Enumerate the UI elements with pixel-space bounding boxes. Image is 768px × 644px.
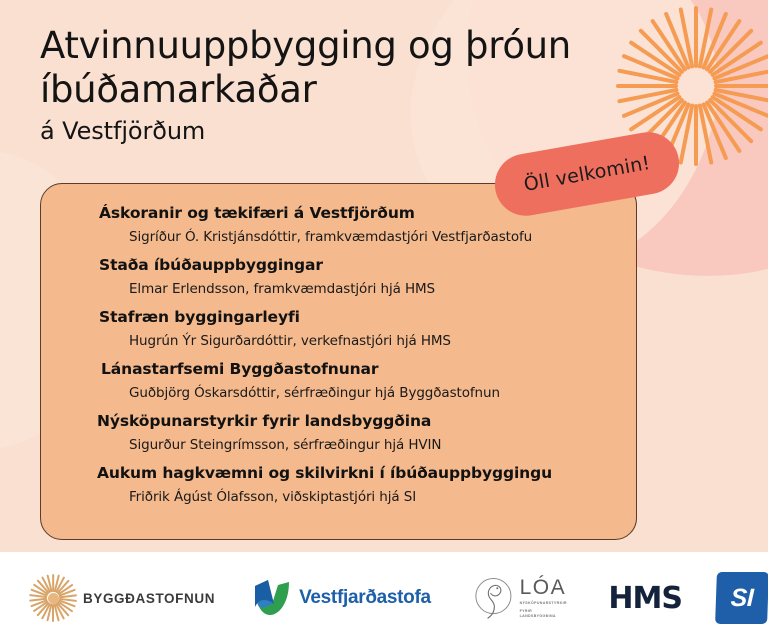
program-item-title: Stafræn byggingarleyfi: [99, 308, 300, 326]
heading-line-2: íbúðamarkaðar: [40, 68, 317, 111]
logo-si: [716, 572, 768, 624]
sunburst-ray: [694, 6, 698, 68]
loa-subtitle-line-2: FYRIR LANDSBYGGÐINA: [519, 608, 556, 618]
program-item: [67, 357, 610, 405]
hms-label: HMS: [608, 580, 682, 616]
program-item: [67, 461, 610, 509]
sunburst-ray: [714, 84, 768, 88]
si-label: SI: [730, 583, 754, 612]
loa-label: LÓA: [519, 575, 567, 599]
program-item-title: Lánastarfsemi Byggðastofnunar: [101, 360, 379, 378]
program-item: [67, 305, 610, 353]
program-item-speaker: Elmar Erlendsson, framkvæmdastjóri hjá HMS: [129, 281, 436, 297]
program-item-speaker: Guðbjörg Óskarsdóttir, sérfræðingur hjá Byggðastofnun: [129, 385, 500, 401]
logo-vestfjardastofa: [251, 577, 431, 619]
byggdastofnun-sunburst-icon: [30, 575, 76, 621]
heading-line-3: á Vestfjörðum: [40, 117, 206, 145]
program-item-speaker: Sigurður Steingrímsson, sérfræðingur hjá HVIN: [129, 437, 442, 453]
program-item-title: Nýsköpunarstyrkir fyrir landsbyggðina: [97, 412, 432, 430]
heading-line-1: Atvinnuuppbygging og þróun: [40, 24, 571, 67]
program-item-title: Áskoranir og tækifæri á Vestfjörðum: [99, 204, 415, 222]
program-item: [67, 409, 610, 457]
byggdastofnun-label: BYGGÐASTOFNUN: [83, 590, 216, 606]
program-item-title: Staða íbúðauppbyggingar: [99, 256, 323, 274]
logo-hms: [608, 581, 682, 616]
program-item-title: Aukum hagkvæmni og skilvirkni í íbúðauppbyggingu: [97, 464, 553, 482]
logo-strip: [0, 552, 768, 644]
vestfjardastofa-label: Vestfjarðastofa: [299, 587, 431, 608]
program-card: [40, 183, 637, 540]
loa-text-block: [519, 575, 569, 619]
welcome-badge-label: Öll velkomin!: [522, 152, 652, 196]
logo-loa: [471, 575, 569, 621]
poster-heading: [40, 24, 640, 148]
loa-bird-circle-icon: [471, 575, 516, 621]
program-item-speaker: Sigríður Ó. Kristjánsdóttir, framkvæmdastjóri Vestfjarðastofu: [129, 229, 533, 245]
loa-subtitle-line-1: NÝSKÖPUNARSTYRKIR: [519, 600, 567, 605]
program-item-speaker: Hugrún Ýr Sigurðardóttir, verkefnastjóri hjá HMS: [129, 333, 451, 349]
logo-byggdastofnun: [30, 575, 215, 621]
si-badge: [715, 572, 768, 624]
program-item: [67, 253, 610, 301]
vestfjardastofa-leaf-icon: [251, 577, 293, 619]
sunburst-ray: [694, 104, 698, 166]
program-item-speaker: Friðrik Ágúst Ólafsson, viðskiptastjóri hjá SI: [129, 489, 417, 505]
